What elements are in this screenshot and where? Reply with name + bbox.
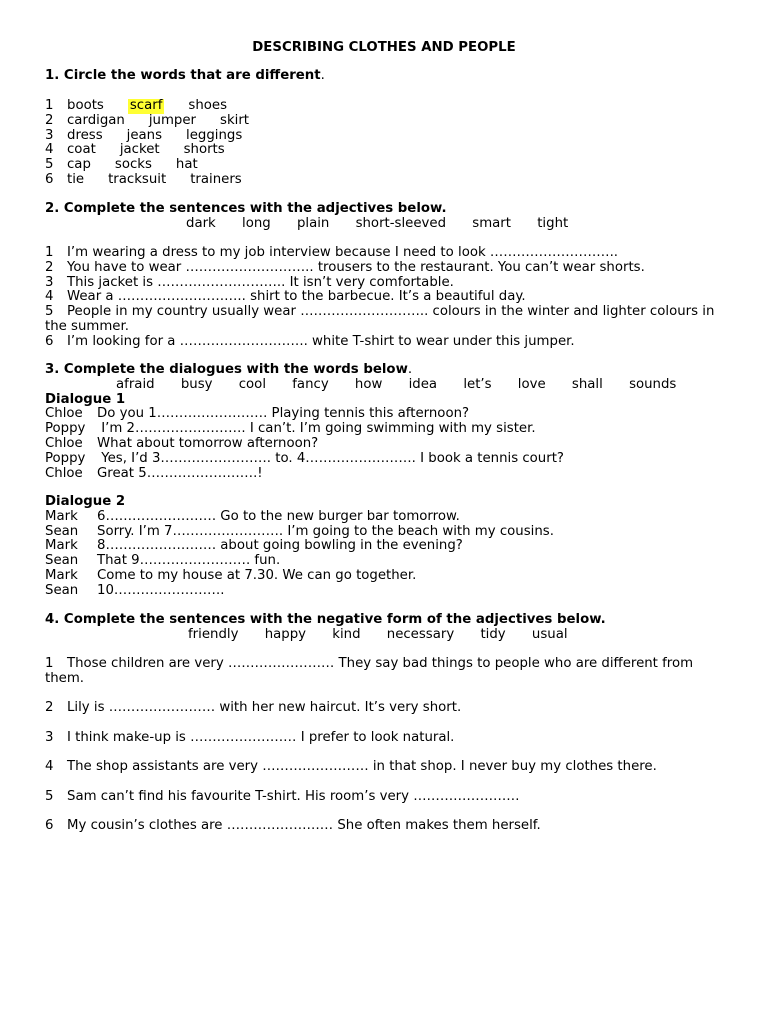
section-1-heading: 1. Circle the words that are different xyxy=(45,68,321,83)
bank-word: let’s xyxy=(463,376,492,392)
item-number: 5 xyxy=(45,789,54,804)
speaker: Chloe xyxy=(45,406,83,422)
section-4 xyxy=(45,613,725,643)
list-item xyxy=(45,261,725,276)
item-number: 4 xyxy=(45,289,54,305)
word: skirt xyxy=(220,112,250,128)
section-3-heading: 3. Complete the dialogues with the words below xyxy=(45,362,408,377)
bank-word: happy xyxy=(264,626,307,642)
item-number: 1 xyxy=(45,656,54,671)
dialogue-line xyxy=(45,584,725,599)
section-4-item-5 xyxy=(45,790,725,805)
dialogue-line xyxy=(45,422,725,437)
speaker: Sean xyxy=(45,553,79,569)
item-text: I think make-up is …………………… I prefer to look natural. xyxy=(67,730,455,745)
word: cap xyxy=(67,157,91,173)
section-2-heading: 2. Complete the sentences with the adjectives below. xyxy=(45,201,447,216)
item-number: 6 xyxy=(45,333,54,349)
bank-word: smart xyxy=(472,215,511,231)
word: jacket xyxy=(119,142,160,158)
bank-word: tidy xyxy=(480,626,506,642)
section-4-item-2 xyxy=(45,701,725,716)
item-number: 2 xyxy=(45,259,54,275)
speaker: Sean xyxy=(45,523,79,539)
item-text: I’m looking for a ……………………….. white T-shirt to wear under this jumper. xyxy=(67,333,575,349)
section-2-word-bank xyxy=(45,217,725,232)
dialogue-line xyxy=(45,437,725,452)
bank-word: kind xyxy=(332,626,361,642)
section-4-item-1 xyxy=(45,657,725,687)
list-item xyxy=(45,335,725,350)
speaker: Poppy xyxy=(45,450,86,466)
item-number: 3 xyxy=(45,730,54,745)
item-text: The shop assistants are very …………………… in that shop. I never buy my clothes there. xyxy=(67,759,657,774)
word: dress xyxy=(67,127,103,143)
dialogue-text: 10……………………. xyxy=(97,582,225,598)
list-item xyxy=(45,114,725,129)
speaker: Mark xyxy=(45,567,78,583)
list-item xyxy=(45,305,725,335)
dialogue-line xyxy=(45,525,725,540)
bank-word: necessary xyxy=(386,626,455,642)
item-text: Sam can’t find his favourite T-shirt. His room’s very …………………… xyxy=(67,789,520,804)
list-item xyxy=(45,129,725,144)
dialogue-text: That 9……………………. fun. xyxy=(97,553,281,569)
item-text: People in my country usually wear ……………………….. colours in the winter and lighter colours in the summer. xyxy=(45,304,715,334)
list-item xyxy=(45,173,725,188)
bank-word: tight xyxy=(537,215,569,231)
speaker: Mark xyxy=(45,538,78,554)
word: shoes xyxy=(188,98,228,113)
dialogue-2 xyxy=(45,495,725,599)
section-4-item-3 xyxy=(45,731,725,746)
bank-word: friendly xyxy=(188,626,239,642)
item-number: 1 xyxy=(45,245,54,260)
dialogue-line xyxy=(45,554,725,569)
section-3-heading-end: . xyxy=(407,362,413,377)
worksheet-title: DESCRIBING CLOTHES AND PEOPLE xyxy=(252,40,516,55)
section-2-items xyxy=(45,246,725,350)
dialogue-text: Do you 1……………………. Playing tennis this afternoon? xyxy=(97,406,470,422)
highlighted-word: scarf xyxy=(129,98,163,113)
dialogue-2-title: Dialogue 2 xyxy=(45,494,126,509)
dialogue-line xyxy=(45,539,725,554)
section-4-item-6 xyxy=(45,819,725,834)
bank-word: afraid xyxy=(116,376,155,392)
item-number: 5 xyxy=(45,157,54,173)
list-item xyxy=(45,290,725,305)
bank-word: dark xyxy=(186,215,216,231)
section-3-word-bank xyxy=(45,378,725,393)
dialogue-text: 6……………………. Go to the new burger bar tomorrow. xyxy=(97,508,460,524)
item-number: 5 xyxy=(45,304,54,320)
bank-word: busy xyxy=(180,376,213,392)
item-number: 6 xyxy=(45,818,54,833)
speaker: Chloe xyxy=(45,465,83,481)
item-number: 4 xyxy=(45,759,54,774)
list-item xyxy=(45,246,725,261)
item-number: 3 xyxy=(45,274,54,290)
item-number: 1 xyxy=(45,98,54,113)
bank-word: idea xyxy=(408,376,438,392)
section-1-heading-end: . xyxy=(320,68,325,83)
item-text: This jacket is ……………………….. It isn’t very comfortable. xyxy=(67,274,454,290)
bank-word: cool xyxy=(238,376,267,392)
word: cardigan xyxy=(67,112,125,128)
item-text: Wear a ……………………….. shirt to the barbecue. It’s a beautiful day. xyxy=(67,289,526,305)
section-3 xyxy=(45,363,725,481)
bank-word: plain xyxy=(296,215,330,231)
bank-word: shall xyxy=(571,376,603,392)
section-1 xyxy=(45,69,725,84)
bank-word: usual xyxy=(531,626,568,642)
section-4-item-4 xyxy=(45,760,725,775)
dialogue-text: What about tomorrow afternoon? xyxy=(97,435,319,451)
item-text: My cousin’s clothes are …………………… She often makes them herself. xyxy=(67,818,541,833)
dialogue-text: Great 5…………………….! xyxy=(97,465,263,481)
item-text: Those children are very …………………… They say bad things to people who are different from them. xyxy=(45,656,694,686)
item-number: 2 xyxy=(45,700,54,715)
word: tracksuit xyxy=(108,171,167,187)
bank-word: short-sleeved xyxy=(355,215,447,231)
word: shorts xyxy=(183,142,225,158)
speaker: Mark xyxy=(45,508,78,524)
dialogue-text: 8……………………. about going bowling in the evening? xyxy=(97,538,463,554)
section-4-heading: 4. Complete the sentences with the negative form of the adjectives below. xyxy=(45,612,606,627)
word: coat xyxy=(67,142,96,158)
dialogue-line xyxy=(45,510,725,525)
item-number: 3 xyxy=(45,127,54,143)
section-2 xyxy=(45,202,725,232)
item-text: Lily is …………………… with her new haircut. It’s very short. xyxy=(67,700,462,715)
word: hat xyxy=(175,157,198,173)
dialogue-line xyxy=(45,569,725,584)
item-text: You have to wear ……………………….. trousers to the restaurant. You can’t wear shorts. xyxy=(67,259,645,275)
bank-word: fancy xyxy=(292,376,329,392)
speaker: Sean xyxy=(45,582,79,598)
dialogue-1-title: Dialogue 1 xyxy=(45,391,126,407)
item-number: 4 xyxy=(45,142,54,158)
section-4-word-bank xyxy=(45,628,725,643)
word: socks xyxy=(114,157,152,173)
item-number: 6 xyxy=(45,171,54,187)
speaker: Chloe xyxy=(45,435,83,451)
dialogue-text: Come to my house at 7.30. We can go together. xyxy=(97,567,417,583)
dialogue-text: I’m 2……………………. I can’t. I’m going swimming with my sister. xyxy=(97,421,536,437)
list-item xyxy=(45,99,725,114)
dialogue-line xyxy=(45,452,725,467)
dialogue-line xyxy=(45,407,725,422)
item-number: 2 xyxy=(45,112,54,128)
list-item xyxy=(45,143,725,158)
word: jeans xyxy=(126,127,163,143)
bank-word: how xyxy=(354,376,383,392)
dialogue-text: Sorry. I’m 7……………………. I’m going to the beach with my cousins. xyxy=(97,523,554,539)
item-text: I’m wearing a dress to my job interview because I need to look ……………………….. xyxy=(67,245,619,260)
word: tie xyxy=(67,171,85,187)
bank-word: love xyxy=(517,376,546,392)
speaker: Poppy xyxy=(45,421,86,437)
dialogue-text: Yes, I’d 3……………………. to. 4……………………. I book a tennis court? xyxy=(97,450,564,466)
bank-word: long xyxy=(242,215,271,231)
word: trainers xyxy=(190,171,242,187)
word: boots xyxy=(67,98,104,113)
word: leggings xyxy=(186,127,243,143)
dialogue-line xyxy=(45,467,725,482)
section-1-rows xyxy=(45,99,725,188)
list-item xyxy=(45,276,725,291)
list-item xyxy=(45,158,725,173)
bank-word: sounds xyxy=(629,376,677,392)
word: jumper xyxy=(148,112,197,128)
